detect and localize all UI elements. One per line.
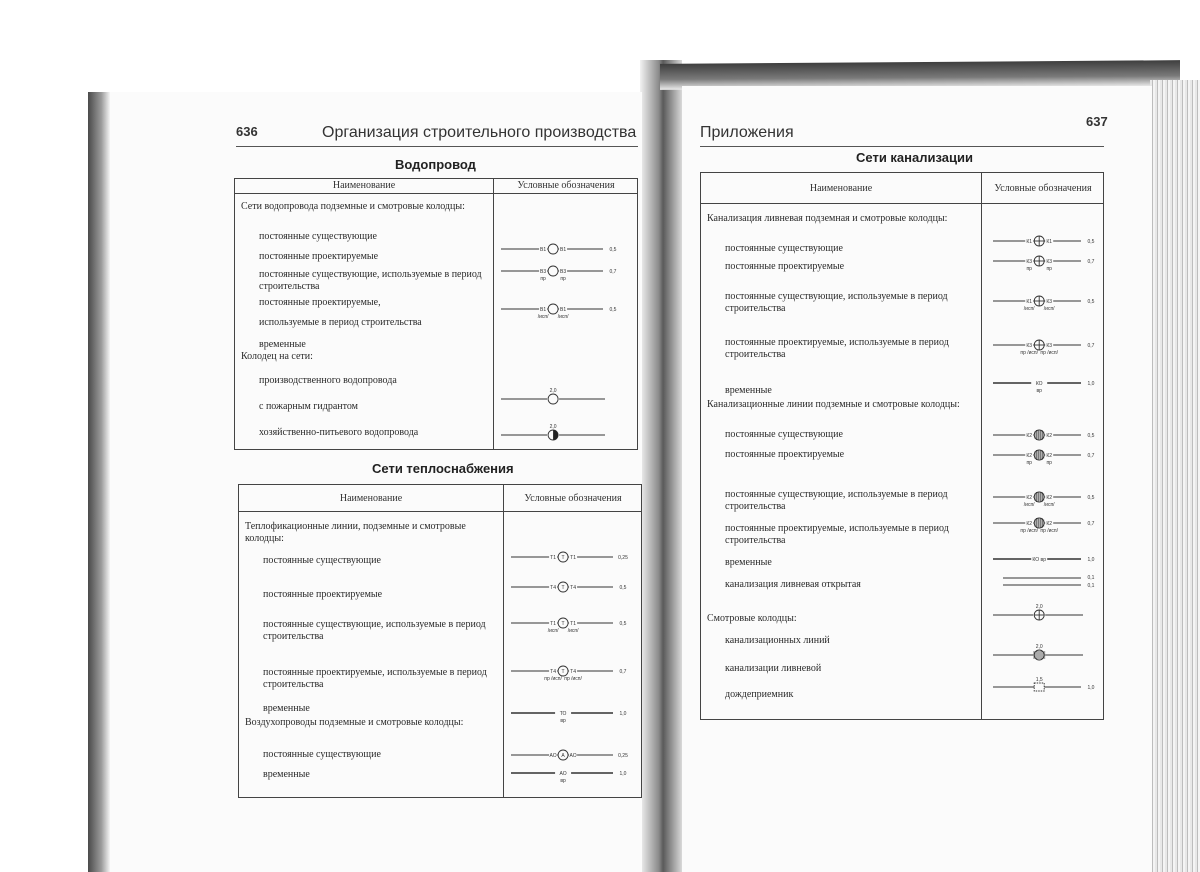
table-row-label: канализация ливневая открытая [725, 579, 861, 590]
symbol-sub: вр [560, 718, 566, 724]
table-row-label: постоянные проектируемые [725, 449, 845, 460]
symbol-drawing [511, 575, 635, 597]
symbol-code-right: Т4 [570, 669, 577, 675]
symbol-cell [993, 443, 1103, 465]
symbol-code-left: АО [549, 753, 557, 759]
table-row-label: постоянные проектируемые, используемые в период строительства [725, 523, 949, 546]
table-row-label: используемые в период строительства [259, 317, 422, 328]
symbol-code-left: К3 [1026, 259, 1033, 265]
symbol-sub-left: /исп/ [1023, 306, 1035, 312]
symbol-drawing [993, 485, 1103, 507]
symbol-thickness: 0,25 [618, 555, 628, 561]
symbol-sub-right: пр /исп/ [564, 676, 582, 682]
symbol-thickness: 0,25 [618, 753, 628, 759]
symbol-code-left: К1 [1026, 239, 1033, 245]
symbol-drawing [501, 297, 625, 319]
column-divider [503, 485, 504, 797]
symbol-code: ТО [559, 711, 567, 717]
symbol-thickness: 0,7 [619, 669, 627, 675]
symbol-code-left: Т1 [550, 621, 557, 627]
symbol-thickness: 0,5 [619, 621, 627, 627]
symbol-drawing [511, 701, 635, 723]
well-letter: Т [561, 585, 565, 591]
symbol-cell [501, 237, 625, 259]
symbol-code-right: В3 [560, 269, 567, 275]
table-row-label: постоянные существующие [263, 555, 381, 566]
symbol-thickness: 1,0 [619, 771, 627, 777]
table-row-label: постоянные проектируемые, используемые в период строительства [263, 667, 487, 690]
symbol-sub-right: пр /исп/ [1040, 350, 1059, 356]
hydrant-icon [553, 430, 558, 440]
symbol-sub: вр [560, 778, 566, 784]
well-circle-icon [1034, 450, 1044, 460]
col-header-symbol: Условные обозначения [524, 493, 622, 504]
symbol-code-right: В1 [560, 247, 567, 253]
symbol-diameter: 1,5 [1035, 677, 1043, 683]
symbol-thickness: 0,7 [1087, 453, 1095, 459]
symbol-cell [993, 603, 1103, 625]
symbol-code-left: К2 [1026, 521, 1033, 527]
symbol-thickness: 0,7 [1087, 521, 1095, 527]
symbol-drawing [511, 659, 635, 681]
symbol-sub-left: пр [540, 276, 546, 282]
table-row-label: производственного водопровода [259, 375, 397, 386]
symbol-sub-left: пр /исп/ [1020, 528, 1039, 534]
symbol-sub-right: пр [1046, 266, 1052, 272]
symbol-code-left: В1 [540, 247, 547, 253]
table-group-heading: Смотровые колодцы: [707, 613, 797, 624]
book-spine [640, 60, 682, 872]
symbol-code-left: К2 [1026, 495, 1033, 501]
symbol-thickness: 0,5 [1087, 239, 1095, 245]
table-row-label: постоянные проектируемые [263, 589, 383, 600]
symbol-cell [993, 569, 1103, 591]
left-page-number: 636 [236, 124, 258, 139]
symbol-thickness: 0,5 [1087, 495, 1095, 501]
symbol-cell [511, 659, 635, 681]
symbol-code-right: Т1 [570, 555, 577, 561]
book-left-edge [88, 92, 110, 872]
symbol-cell [501, 387, 625, 409]
sewer-section-title: Сети канализации [856, 150, 973, 165]
col-header-name: Наименование [332, 180, 396, 191]
symbol-cell [501, 259, 625, 281]
well-letter: А [561, 753, 565, 759]
well-circle-icon [548, 394, 558, 404]
col-header-symbol: Условные обозначения [994, 183, 1092, 194]
symbol-code-right: В1 [560, 307, 567, 313]
well-circle-icon [548, 244, 558, 254]
symbol-sub-right: /исп/ [1043, 306, 1055, 312]
symbol-code-left: В1 [540, 307, 547, 313]
water-table [234, 178, 638, 450]
symbol-code-right: К2 [1046, 495, 1053, 501]
table-row-label: постоянные проектируемые, используемые в период строительства [725, 337, 949, 360]
symbol-drawing [993, 423, 1103, 445]
symbol-cell [993, 675, 1103, 697]
symbol-cell [511, 761, 635, 783]
table-row-label: постоянные проектируемые [259, 251, 379, 262]
column-divider [493, 179, 494, 449]
well-circle-icon [1034, 518, 1044, 528]
symbol-thickness: 0,7 [1087, 343, 1095, 349]
symbol-drawing [501, 423, 625, 445]
symbol-sub-left: /исп/ [547, 628, 559, 634]
symbol-sub-left: пр [1026, 460, 1032, 466]
symbol-thickness: 1,0 [1087, 557, 1095, 563]
symbol-diameter: 2,0 [1035, 604, 1043, 610]
sewer-table [700, 172, 1104, 720]
symbol-sub: вр [1036, 388, 1042, 394]
table-row-label: постоянные существующие, используемые в период строительства [259, 269, 482, 292]
table-row-label: с пожарным гидрантом [259, 401, 358, 412]
symbol-code-left: К2 [1026, 433, 1033, 439]
symbol-drawing [993, 675, 1103, 697]
table-row-label: постоянные существующие [725, 429, 843, 440]
heat-section-title: Сети теплоснабжения [372, 461, 514, 476]
table-row-label: постоянные проектируемые [725, 261, 845, 272]
col-header-symbol: Условные обозначения [517, 180, 615, 191]
symbol-thickness: 0,5 [609, 307, 617, 313]
symbol-code-left: К1 [1026, 299, 1033, 305]
symbol-cell [993, 423, 1103, 445]
table-group-heading: Канализационные линии подземные и смотровые колодцы: [707, 399, 960, 410]
left-running-title: Организация строительного производства [322, 124, 637, 141]
symbol-thickness: 0,1 [1087, 575, 1095, 581]
symbol-diameter: 2,0 [549, 388, 557, 394]
symbol-thickness: 0,7 [609, 269, 617, 275]
table-row-label: хозяйственно-питьевого водопровода [259, 427, 419, 438]
well-circle-icon [1034, 430, 1044, 440]
well-circle-icon [548, 266, 558, 276]
symbol-cell [993, 371, 1103, 393]
symbol-code-left: Т4 [550, 669, 557, 675]
symbol-cell [501, 423, 625, 445]
symbol-sub-left: пр /исп/ [1020, 350, 1039, 356]
table-group-heading: Канализация ливневая подземная и смотровые колодцы: [707, 213, 948, 224]
right-header-rule [700, 146, 1104, 147]
book-page-stack [1150, 80, 1200, 872]
symbol-code-right: Т1 [570, 621, 577, 627]
symbol-sub-left: пр [1026, 266, 1032, 272]
inlet-icon [1034, 683, 1044, 691]
water-section-title: Водопровод [395, 157, 476, 172]
symbol-drawing [993, 603, 1103, 625]
symbol-cell [993, 289, 1103, 311]
table-row-label: постоянные существующие, используемые в период строительства [263, 619, 486, 642]
symbol-code-right: АО [569, 753, 577, 759]
symbol-cell [511, 545, 635, 567]
symbol-code: КО [1035, 381, 1043, 387]
col-header-name: Наименование [809, 183, 873, 194]
header-divider [701, 203, 1103, 204]
symbol-cell [993, 511, 1103, 533]
symbol-drawing [993, 333, 1103, 355]
symbol-drawing [993, 289, 1103, 311]
symbol-cell [501, 297, 625, 319]
table-row-label: временные [725, 557, 772, 568]
symbol-code: КО вр [1032, 557, 1046, 563]
symbol-code-left: Т1 [550, 555, 557, 561]
symbol-code-right: Т4 [570, 585, 577, 591]
symbol-drawing [993, 547, 1103, 569]
symbol-drawing [511, 761, 635, 783]
table-row-label: временные [263, 769, 310, 780]
symbol-cell [993, 333, 1103, 355]
symbol-code-left: В3 [540, 269, 547, 275]
symbol-drawing [511, 545, 635, 567]
table-row-label: временные [725, 385, 772, 396]
symbol-diameter: 2,0 [1035, 644, 1043, 650]
table-row-label: постоянные существующие [725, 243, 843, 254]
symbol-drawing [501, 259, 625, 281]
symbol-sub-left: пр /исп/ [544, 676, 562, 682]
well-circle-icon [1034, 650, 1044, 660]
symbol-sub-right: пр [1046, 460, 1052, 466]
table-group-heading: Воздухопроводы подземные и смотровые колодцы: [245, 717, 464, 728]
table-group-heading: Сети водопровода подземные и смотровые колодцы: [241, 201, 465, 212]
well-letter: Т [561, 555, 565, 561]
table-row-label: временные [263, 703, 310, 714]
symbol-drawing [993, 569, 1103, 591]
symbol-thickness: 1,0 [1087, 685, 1095, 691]
symbol-code-right: К2 [1046, 453, 1053, 459]
symbol-code-left: Т4 [550, 585, 557, 591]
symbol-drawing [993, 443, 1103, 465]
symbol-thickness: 0,5 [1087, 433, 1095, 439]
table-group-heading: Теплофикационные линии, подземные и смотровые колодцы: [245, 521, 466, 544]
header-divider [239, 511, 641, 512]
table-row-label: канализации ливневой [725, 663, 822, 674]
symbol-cell [993, 643, 1103, 665]
symbol-drawing [993, 643, 1103, 665]
symbol-thickness: 0,1 [1087, 583, 1095, 589]
symbol-thickness: 0,5 [1087, 299, 1095, 305]
table-row-label: постоянные существующие, используемые в период строительства [725, 489, 948, 512]
right-running-title: Приложения [700, 124, 794, 141]
header-divider [235, 193, 637, 194]
symbol-drawing [993, 371, 1103, 393]
table-row-label: постоянные проектируемые, [259, 297, 381, 308]
symbol-code-right: К3 [1046, 299, 1053, 305]
symbol-thickness: 0,5 [619, 585, 627, 591]
symbol-sub-right: /исп/ [557, 314, 569, 320]
symbol-sub-left: /исп/ [537, 314, 549, 320]
symbol-sub-right: пр /исп/ [1040, 528, 1059, 534]
table-group-heading: Колодец на сети: [241, 351, 313, 362]
symbol-code-right: К1 [1046, 239, 1053, 245]
symbol-cell [993, 229, 1103, 251]
symbol-sub-left: /исп/ [1023, 502, 1035, 508]
symbol-code-right: К2 [1046, 521, 1053, 527]
symbol-thickness: 0,7 [1087, 259, 1095, 265]
symbol-sub-right: пр [560, 276, 566, 282]
symbol-drawing [511, 611, 635, 633]
left-header-rule [236, 146, 638, 147]
symbol-drawing [993, 511, 1103, 533]
symbol-thickness: 0,5 [609, 247, 617, 253]
symbol-cell [993, 249, 1103, 271]
well-circle-icon [548, 304, 558, 314]
symbol-drawing [501, 387, 625, 409]
symbol-code-right: К3 [1046, 343, 1053, 349]
symbol-cell [993, 547, 1103, 569]
symbol-thickness: 1,0 [1087, 381, 1095, 387]
table-row-label: дождеприемник [725, 689, 794, 700]
heat-table [238, 484, 642, 798]
symbol-drawing [993, 229, 1103, 251]
table-row-label: постоянные существующие [259, 231, 377, 242]
symbol-cell [511, 701, 635, 723]
symbol-thickness: 1,0 [619, 711, 627, 717]
symbol-cell [993, 485, 1103, 507]
symbol-drawing [501, 237, 625, 259]
symbol-code-right: К2 [1046, 433, 1053, 439]
table-row-label: постоянные существующие, используемые в период строительства [725, 291, 948, 314]
well-letter: Т [561, 621, 565, 627]
symbol-sub-right: /исп/ [567, 628, 579, 634]
symbol-drawing [993, 249, 1103, 271]
right-page-number: 637 [1086, 114, 1108, 129]
col-header-name: Наименование [339, 493, 403, 504]
well-circle-icon [1034, 492, 1044, 502]
table-row-label: постоянные существующие [263, 749, 381, 760]
symbol-code-left: К3 [1026, 343, 1033, 349]
table-row-label: канализационных линий [725, 635, 830, 646]
well-letter: Т [561, 669, 565, 675]
symbol-cell [511, 611, 635, 633]
symbol-diameter: 2,0 [549, 424, 557, 430]
symbol-code-right: К3 [1046, 259, 1053, 265]
symbol-sub-right: /исп/ [1043, 502, 1055, 508]
symbol-code-left: К2 [1026, 453, 1033, 459]
column-divider [981, 173, 982, 719]
symbol-cell [511, 575, 635, 597]
table-row-label: временные [259, 339, 306, 350]
symbol-code: АО [559, 771, 567, 777]
